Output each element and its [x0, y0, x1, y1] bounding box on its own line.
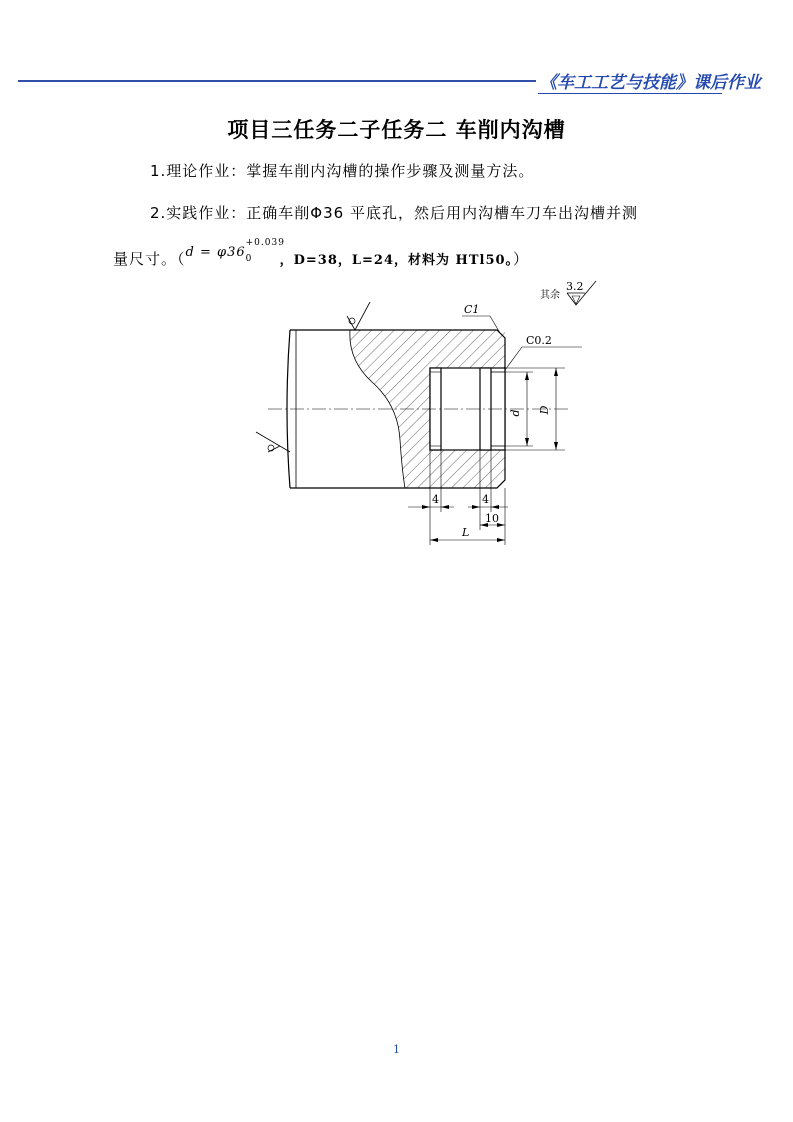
surface-mark-left: [256, 432, 290, 452]
arrow-gr-2: [491, 505, 499, 509]
tolerance-formula: [185, 238, 285, 264]
roughness-inner: [572, 296, 580, 304]
label-roughness-other: 其余: [540, 290, 560, 301]
break-line-left: [287, 330, 290, 488]
c02-leader: [505, 347, 522, 370]
label-D: D: [538, 405, 551, 415]
page-number: 1: [393, 1043, 400, 1056]
practice-line2-prefix: 量尺寸。（: [113, 250, 186, 268]
label-L: L: [462, 526, 470, 539]
document-title: 项目三任务二子任务二 车削内沟槽: [227, 118, 566, 142]
surface-mark-top: [355, 302, 370, 330]
arrow-L-1: [430, 538, 438, 542]
label-c1: C1: [464, 303, 480, 316]
arrow-gr-1: [472, 505, 480, 509]
arrow-D-top: [554, 368, 558, 376]
label-end: 10: [485, 512, 499, 525]
arrow-d-bottom: [525, 438, 529, 446]
label-roughness-value: 3.2: [566, 280, 584, 293]
upper-tolerance: +0.039: [245, 238, 285, 248]
practice-parameters: ，D=38，L=24，材料为 HTl50。: [279, 253, 514, 268]
arrow-gl-1: [422, 505, 430, 509]
arrow-gl-2: [441, 505, 449, 509]
header-underline: [538, 93, 722, 94]
arrow-d-top: [525, 372, 529, 380]
practice-assignment-line1: 2.实践作业：正确车削Φ36 平底孔，然后用内沟槽车刀车出沟槽并测: [150, 204, 638, 222]
label-groove-left: 4: [432, 493, 439, 506]
label-c02: C0.2: [526, 334, 552, 347]
label-d: d: [509, 409, 522, 417]
header-title: 《车工工艺与技能》课后作业: [540, 73, 761, 93]
arrow-L-2: [497, 538, 505, 542]
lower-tolerance: 0: [245, 254, 253, 264]
formula-lhs: d = φ36: [185, 245, 246, 260]
label-groove-right: 4: [482, 493, 489, 506]
practice-assignment-line2: [113, 238, 530, 272]
tolerance-stack: [245, 238, 285, 264]
arrow-D-bottom: [554, 442, 558, 450]
header-rule: [18, 80, 536, 82]
practice-line2-close: ）: [513, 250, 530, 268]
theory-assignment: 1.理论作业：掌握车削内沟槽的操作步骤及测量方法。: [150, 162, 535, 180]
groove-part-drawing: [250, 278, 610, 548]
